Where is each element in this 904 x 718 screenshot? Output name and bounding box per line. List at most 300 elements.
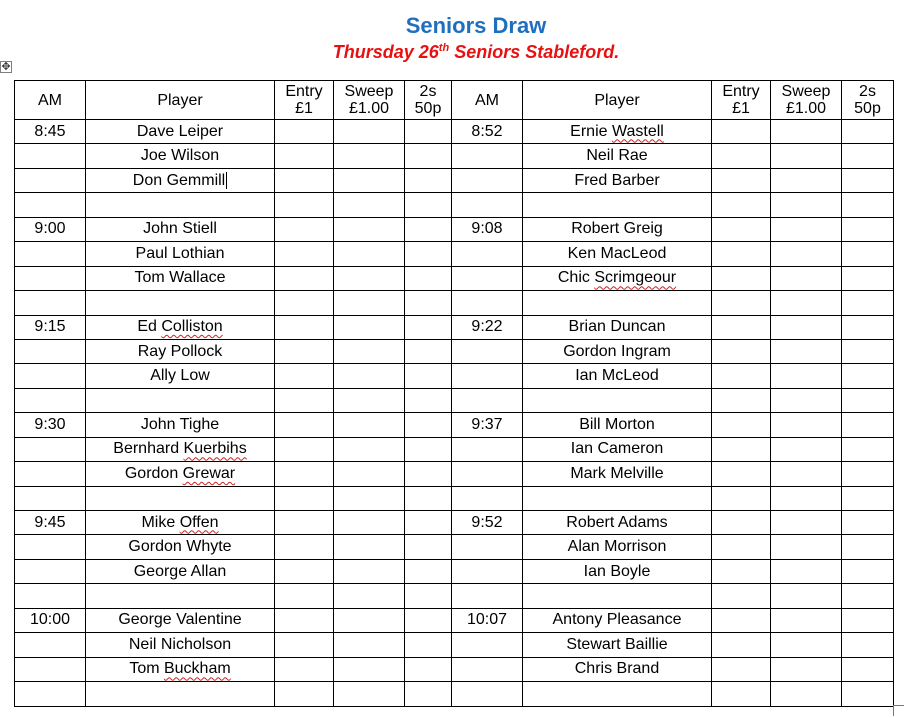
player-cell-text: Joe Wilson [140, 147, 220, 165]
player-cell[interactable] [86, 291, 275, 315]
table-row [15, 217, 894, 241]
entry-cell[interactable] [712, 608, 771, 632]
player-cell[interactable] [86, 120, 275, 144]
header-entry: Entry £1 [275, 81, 334, 120]
player-cell[interactable] [523, 413, 712, 437]
tee-time-cell[interactable] [15, 193, 86, 217]
table-move-handle-icon[interactable]: ✥ [1, 61, 11, 73]
twos-cell[interactable] [405, 315, 452, 339]
entry-cell[interactable] [712, 682, 771, 706]
player-cell-text: Neil Rae [586, 147, 648, 165]
player-cell[interactable] [86, 682, 275, 706]
twos-cell[interactable] [842, 315, 894, 339]
entry-cell[interactable] [275, 193, 334, 217]
player-cell[interactable] [86, 388, 275, 412]
player-cell[interactable] [86, 462, 275, 486]
twos-cell[interactable] [842, 535, 894, 559]
spellcheck-flag: Grewar [182, 464, 236, 482]
sweep-cell[interactable] [334, 266, 405, 290]
entry-cell[interactable] [275, 584, 334, 608]
sweep-cell[interactable] [334, 120, 405, 144]
twos-cell[interactable] [842, 437, 894, 461]
player-cell[interactable] [523, 193, 712, 217]
twos-cell[interactable] [405, 266, 452, 290]
tee-time-cell-text: 10:00 [29, 611, 71, 629]
twos-cell[interactable] [842, 657, 894, 681]
tee-time-cell[interactable] [452, 242, 523, 266]
tee-time-cell[interactable] [452, 462, 523, 486]
sweep-cell[interactable] [334, 168, 405, 192]
sweep-cell[interactable] [771, 559, 842, 583]
twos-cell[interactable] [842, 242, 894, 266]
tee-time-cell[interactable] [452, 535, 523, 559]
sweep-cell[interactable] [334, 144, 405, 168]
entry-cell[interactable] [275, 291, 334, 315]
tee-time-cell-text: 9:30 [34, 415, 66, 433]
sweep-cell[interactable] [771, 144, 842, 168]
entry-cell[interactable] [712, 388, 771, 412]
player-cell[interactable] [523, 388, 712, 412]
entry-cell[interactable] [275, 462, 334, 486]
entry-cell[interactable] [275, 242, 334, 266]
sweep-cell[interactable] [334, 462, 405, 486]
player-cell[interactable] [523, 266, 712, 290]
sweep-cell[interactable] [334, 535, 405, 559]
player-cell-text: Brian Duncan [568, 318, 666, 336]
player-cell[interactable] [523, 437, 712, 461]
twos-cell[interactable] [842, 120, 894, 144]
sweep-cell[interactable] [334, 315, 405, 339]
tee-time-cell[interactable] [15, 217, 86, 241]
player-cell[interactable] [523, 584, 712, 608]
tee-time-cell[interactable] [15, 535, 86, 559]
sweep-cell[interactable] [771, 511, 842, 535]
tee-time-cell[interactable] [452, 120, 523, 144]
player-cell[interactable] [86, 584, 275, 608]
twos-cell[interactable] [405, 559, 452, 583]
twos-cell[interactable] [405, 608, 452, 632]
twos-cell[interactable] [405, 193, 452, 217]
tee-time-cell[interactable] [452, 388, 523, 412]
twos-cell[interactable] [405, 291, 452, 315]
table-row [15, 339, 894, 363]
twos-cell[interactable] [405, 682, 452, 706]
twos-cell[interactable] [842, 217, 894, 241]
player-cell[interactable] [86, 437, 275, 461]
sweep-cell[interactable] [334, 217, 405, 241]
entry-cell[interactable] [712, 193, 771, 217]
entry-cell[interactable] [275, 559, 334, 583]
tee-time-cell[interactable] [15, 388, 86, 412]
sweep-cell[interactable] [334, 657, 405, 681]
tee-time-cell[interactable] [15, 120, 86, 144]
player-cell[interactable] [86, 339, 275, 363]
sweep-cell[interactable] [334, 486, 405, 510]
player-cell[interactable] [86, 608, 275, 632]
tee-time-cell[interactable] [15, 168, 86, 192]
entry-cell[interactable] [275, 413, 334, 437]
entry-cell[interactable] [275, 315, 334, 339]
player-cell[interactable] [523, 217, 712, 241]
player-cell[interactable] [523, 242, 712, 266]
tee-time-cell[interactable] [15, 364, 86, 388]
entry-cell[interactable] [275, 217, 334, 241]
player-cell-text: Dave Leiper [136, 122, 224, 140]
entry-cell[interactable] [712, 339, 771, 363]
sweep-cell[interactable] [771, 193, 842, 217]
twos-cell[interactable] [405, 339, 452, 363]
sweep-cell[interactable] [771, 535, 842, 559]
tee-time-cell[interactable] [452, 193, 523, 217]
tee-time-cell[interactable] [452, 633, 523, 657]
tee-time-cell[interactable] [452, 559, 523, 583]
player-cell[interactable] [523, 339, 712, 363]
player-cell[interactable] [523, 291, 712, 315]
twos-cell[interactable] [842, 511, 894, 535]
table-row [15, 315, 894, 339]
header-player: Player [523, 81, 712, 120]
player-cell-text: Stewart Baillie [566, 635, 668, 653]
entry-cell[interactable] [275, 682, 334, 706]
entry-cell[interactable] [712, 144, 771, 168]
tee-time-cell[interactable] [15, 437, 86, 461]
entry-cell[interactable] [712, 462, 771, 486]
entry-cell[interactable] [275, 144, 334, 168]
spellcheck-flag: Wastell [611, 122, 664, 140]
player-cell[interactable] [523, 633, 712, 657]
sweep-cell[interactable] [771, 657, 842, 681]
player-cell-text: Chic Scrimgeour [557, 269, 677, 287]
tee-time-cell-text: 9:52 [471, 513, 503, 531]
entry-cell[interactable] [275, 437, 334, 461]
entry-cell[interactable] [712, 217, 771, 241]
table-row [15, 168, 894, 192]
tee-time-cell[interactable] [452, 144, 523, 168]
twos-cell[interactable] [842, 608, 894, 632]
tee-time-cell[interactable] [452, 413, 523, 437]
entry-cell[interactable] [275, 633, 334, 657]
player-cell[interactable] [86, 193, 275, 217]
spellcheck-flag: Offen [179, 513, 219, 531]
player-cell-text: Mark Melville [570, 464, 664, 482]
player-cell[interactable] [523, 608, 712, 632]
twos-cell[interactable] [842, 388, 894, 412]
sweep-cell[interactable] [771, 242, 842, 266]
twos-cell[interactable] [405, 462, 452, 486]
player-cell-text: Gordon Whyte [128, 538, 232, 556]
player-cell[interactable] [523, 315, 712, 339]
table-row [15, 364, 894, 388]
entry-cell[interactable] [712, 584, 771, 608]
sweep-cell[interactable] [334, 339, 405, 363]
twos-cell[interactable] [842, 413, 894, 437]
player-cell[interactable] [86, 633, 275, 657]
player-cell[interactable] [86, 486, 275, 510]
twos-cell[interactable] [405, 144, 452, 168]
tee-time-cell[interactable] [452, 657, 523, 681]
sweep-cell[interactable] [771, 608, 842, 632]
player-cell[interactable] [523, 486, 712, 510]
player-cell-text: Ray Pollock [137, 342, 223, 360]
entry-cell[interactable] [712, 242, 771, 266]
table-row [15, 242, 894, 266]
sweep-cell[interactable] [771, 168, 842, 192]
twos-cell[interactable] [842, 266, 894, 290]
player-cell-text: Neil Nicholson [128, 635, 232, 653]
player-cell-text: Chris Brand [574, 660, 660, 678]
entry-cell[interactable] [712, 437, 771, 461]
player-cell[interactable] [86, 168, 275, 192]
subtitle-rest: Seniors Stableford. [449, 42, 620, 62]
player-cell-text: Ally Low [150, 367, 210, 385]
spacer-row [15, 291, 894, 315]
twos-cell[interactable] [405, 511, 452, 535]
twos-cell[interactable] [405, 584, 452, 608]
entry-cell[interactable] [275, 339, 334, 363]
entry-cell[interactable] [275, 486, 334, 510]
entry-cell[interactable] [712, 633, 771, 657]
player-cell[interactable] [523, 535, 712, 559]
table-row [15, 608, 894, 632]
tee-time-cell[interactable] [452, 511, 523, 535]
tee-time-cell[interactable] [452, 339, 523, 363]
player-cell[interactable] [86, 144, 275, 168]
tee-time-cell[interactable] [452, 291, 523, 315]
player-cell-text: Ernie Wastell [570, 122, 664, 140]
entry-cell[interactable] [275, 168, 334, 192]
tee-time-cell[interactable] [452, 437, 523, 461]
tee-time-cell[interactable] [452, 584, 523, 608]
sweep-cell[interactable] [334, 413, 405, 437]
twos-cell[interactable] [842, 168, 894, 192]
twos-cell[interactable] [842, 193, 894, 217]
tee-time-cell-text: 8:45 [34, 122, 66, 140]
entry-cell[interactable] [712, 168, 771, 192]
entry-cell[interactable] [275, 657, 334, 681]
sweep-cell[interactable] [771, 584, 842, 608]
sweep-cell[interactable] [334, 242, 405, 266]
tee-time-cell-text: 9:15 [34, 318, 66, 336]
tee-time-cell-text: 9:08 [471, 220, 503, 238]
twos-cell[interactable] [405, 437, 452, 461]
player-cell[interactable] [523, 462, 712, 486]
tee-time-cell[interactable] [15, 511, 86, 535]
tee-time-cell[interactable] [15, 413, 86, 437]
tee-time-cell[interactable] [15, 462, 86, 486]
tee-time-cell[interactable] [452, 217, 523, 241]
sweep-cell[interactable] [334, 608, 405, 632]
player-cell-text: Ian Cameron [570, 440, 664, 458]
sweep-cell[interactable] [771, 682, 842, 706]
sweep-cell[interactable] [771, 388, 842, 412]
tee-time-cell[interactable] [15, 584, 86, 608]
player-cell[interactable] [523, 682, 712, 706]
header-player: Player [86, 81, 275, 120]
player-cell[interactable] [86, 364, 275, 388]
sweep-cell[interactable] [334, 291, 405, 315]
twos-cell[interactable] [405, 217, 452, 241]
tee-time-cell[interactable] [452, 682, 523, 706]
twos-cell[interactable] [842, 486, 894, 510]
sweep-cell[interactable] [334, 633, 405, 657]
entry-cell[interactable] [275, 535, 334, 559]
entry-cell[interactable] [712, 413, 771, 437]
sweep-cell[interactable] [334, 682, 405, 706]
twos-cell[interactable] [842, 462, 894, 486]
player-cell[interactable] [523, 657, 712, 681]
player-cell-text: Paul Lothian [135, 244, 225, 262]
sweep-cell[interactable] [771, 339, 842, 363]
player-cell[interactable] [86, 559, 275, 583]
player-cell-text: Ken MacLeod [567, 244, 667, 262]
subtitle-main: Thursday 26 [332, 42, 439, 62]
table-row [15, 144, 894, 168]
tee-time-cell[interactable] [15, 291, 86, 315]
tee-time-cell[interactable] [15, 339, 86, 363]
table-row [15, 266, 894, 290]
sweep-cell[interactable] [771, 633, 842, 657]
tee-time-cell[interactable] [15, 633, 86, 657]
entry-cell[interactable] [712, 657, 771, 681]
tee-time-cell[interactable] [15, 266, 86, 290]
player-cell[interactable] [86, 217, 275, 241]
twos-cell[interactable] [842, 364, 894, 388]
player-cell-text: Robert Greig [571, 220, 663, 238]
sweep-cell[interactable] [334, 193, 405, 217]
entry-cell[interactable] [275, 388, 334, 412]
header-entry: Entry £1 [712, 81, 771, 120]
twos-cell[interactable] [405, 242, 452, 266]
sweep-cell[interactable] [771, 437, 842, 461]
tee-time-cell[interactable] [452, 168, 523, 192]
twos-cell[interactable] [842, 682, 894, 706]
player-cell[interactable] [523, 559, 712, 583]
player-cell[interactable] [86, 413, 275, 437]
entry-cell[interactable] [275, 120, 334, 144]
entry-cell[interactable] [712, 511, 771, 535]
twos-cell[interactable] [842, 339, 894, 363]
player-cell[interactable] [86, 266, 275, 290]
table-row [15, 120, 894, 144]
sweep-cell[interactable] [334, 364, 405, 388]
player-cell[interactable] [523, 364, 712, 388]
entry-cell[interactable] [712, 559, 771, 583]
player-cell[interactable] [523, 511, 712, 535]
player-cell-text: Don Gemmill [132, 171, 226, 189]
sweep-cell[interactable] [771, 486, 842, 510]
twos-cell[interactable] [405, 364, 452, 388]
entry-cell[interactable] [275, 608, 334, 632]
entry-cell[interactable] [275, 364, 334, 388]
twos-cell[interactable] [842, 633, 894, 657]
twos-cell[interactable] [405, 120, 452, 144]
sweep-cell[interactable] [771, 315, 842, 339]
tee-time-cell[interactable] [452, 486, 523, 510]
header-am: AM [452, 81, 523, 120]
sweep-cell[interactable] [771, 462, 842, 486]
tee-time-cell[interactable] [452, 364, 523, 388]
sweep-cell[interactable] [771, 266, 842, 290]
tee-time-cell[interactable] [15, 242, 86, 266]
tee-time-cell[interactable] [452, 315, 523, 339]
player-cell-text: John Stiell [143, 220, 217, 238]
entry-cell[interactable] [712, 364, 771, 388]
sweep-cell[interactable] [771, 364, 842, 388]
player-cell[interactable] [86, 511, 275, 535]
tee-time-cell-text: 9:37 [471, 415, 503, 433]
twos-cell[interactable] [405, 535, 452, 559]
entry-cell[interactable] [712, 315, 771, 339]
tee-time-cell[interactable] [15, 144, 86, 168]
player-cell[interactable] [523, 168, 712, 192]
tee-time-cell[interactable] [15, 682, 86, 706]
player-cell-text: Gordon Ingram [563, 342, 671, 360]
twos-cell[interactable] [842, 291, 894, 315]
entry-cell[interactable] [275, 511, 334, 535]
player-cell[interactable] [86, 657, 275, 681]
sweep-cell[interactable] [771, 413, 842, 437]
sweep-cell[interactable] [771, 217, 842, 241]
document-subtitle [0, 42, 904, 63]
table-row [15, 437, 894, 461]
player-cell[interactable] [86, 535, 275, 559]
entry-cell[interactable] [712, 291, 771, 315]
tee-time-cell[interactable] [15, 657, 86, 681]
tee-time-cell[interactable] [452, 608, 523, 632]
sweep-cell[interactable] [771, 120, 842, 144]
twos-cell[interactable] [842, 144, 894, 168]
twos-cell[interactable] [842, 559, 894, 583]
player-cell-text: Bernhard Kuerbihs [113, 440, 247, 458]
sweep-cell[interactable] [334, 388, 405, 412]
player-cell-text: Fred Barber [574, 171, 660, 189]
sweep-cell[interactable] [334, 511, 405, 535]
twos-cell[interactable] [842, 584, 894, 608]
twos-cell[interactable] [405, 413, 452, 437]
player-cell-text: Ian McLeod [575, 367, 659, 385]
player-cell-text: Antony Pleasance [552, 611, 682, 629]
entry-cell[interactable] [712, 486, 771, 510]
tee-time-cell[interactable] [15, 608, 86, 632]
twos-cell[interactable] [405, 633, 452, 657]
entry-cell[interactable] [712, 120, 771, 144]
entry-cell[interactable] [712, 266, 771, 290]
sweep-cell[interactable] [334, 437, 405, 461]
player-cell[interactable] [523, 120, 712, 144]
text-cursor [226, 172, 227, 189]
twos-cell[interactable] [405, 388, 452, 412]
tee-time-cell[interactable] [15, 559, 86, 583]
twos-cell[interactable] [405, 486, 452, 510]
entry-cell[interactable] [712, 535, 771, 559]
tee-time-cell[interactable] [15, 486, 86, 510]
spacer-row [15, 486, 894, 510]
twos-cell[interactable] [405, 168, 452, 192]
player-cell[interactable] [523, 144, 712, 168]
twos-cell[interactable] [405, 657, 452, 681]
tee-time-cell[interactable] [452, 266, 523, 290]
tee-time-cell[interactable] [15, 315, 86, 339]
sweep-cell[interactable] [334, 559, 405, 583]
player-cell[interactable] [86, 242, 275, 266]
sweep-cell[interactable] [771, 291, 842, 315]
sweep-cell[interactable] [334, 584, 405, 608]
player-cell-text: Tom Buckham [129, 660, 231, 678]
entry-cell[interactable] [275, 266, 334, 290]
header-twos: 2s 50p [842, 81, 894, 120]
table-row [15, 559, 894, 583]
player-cell[interactable] [86, 315, 275, 339]
